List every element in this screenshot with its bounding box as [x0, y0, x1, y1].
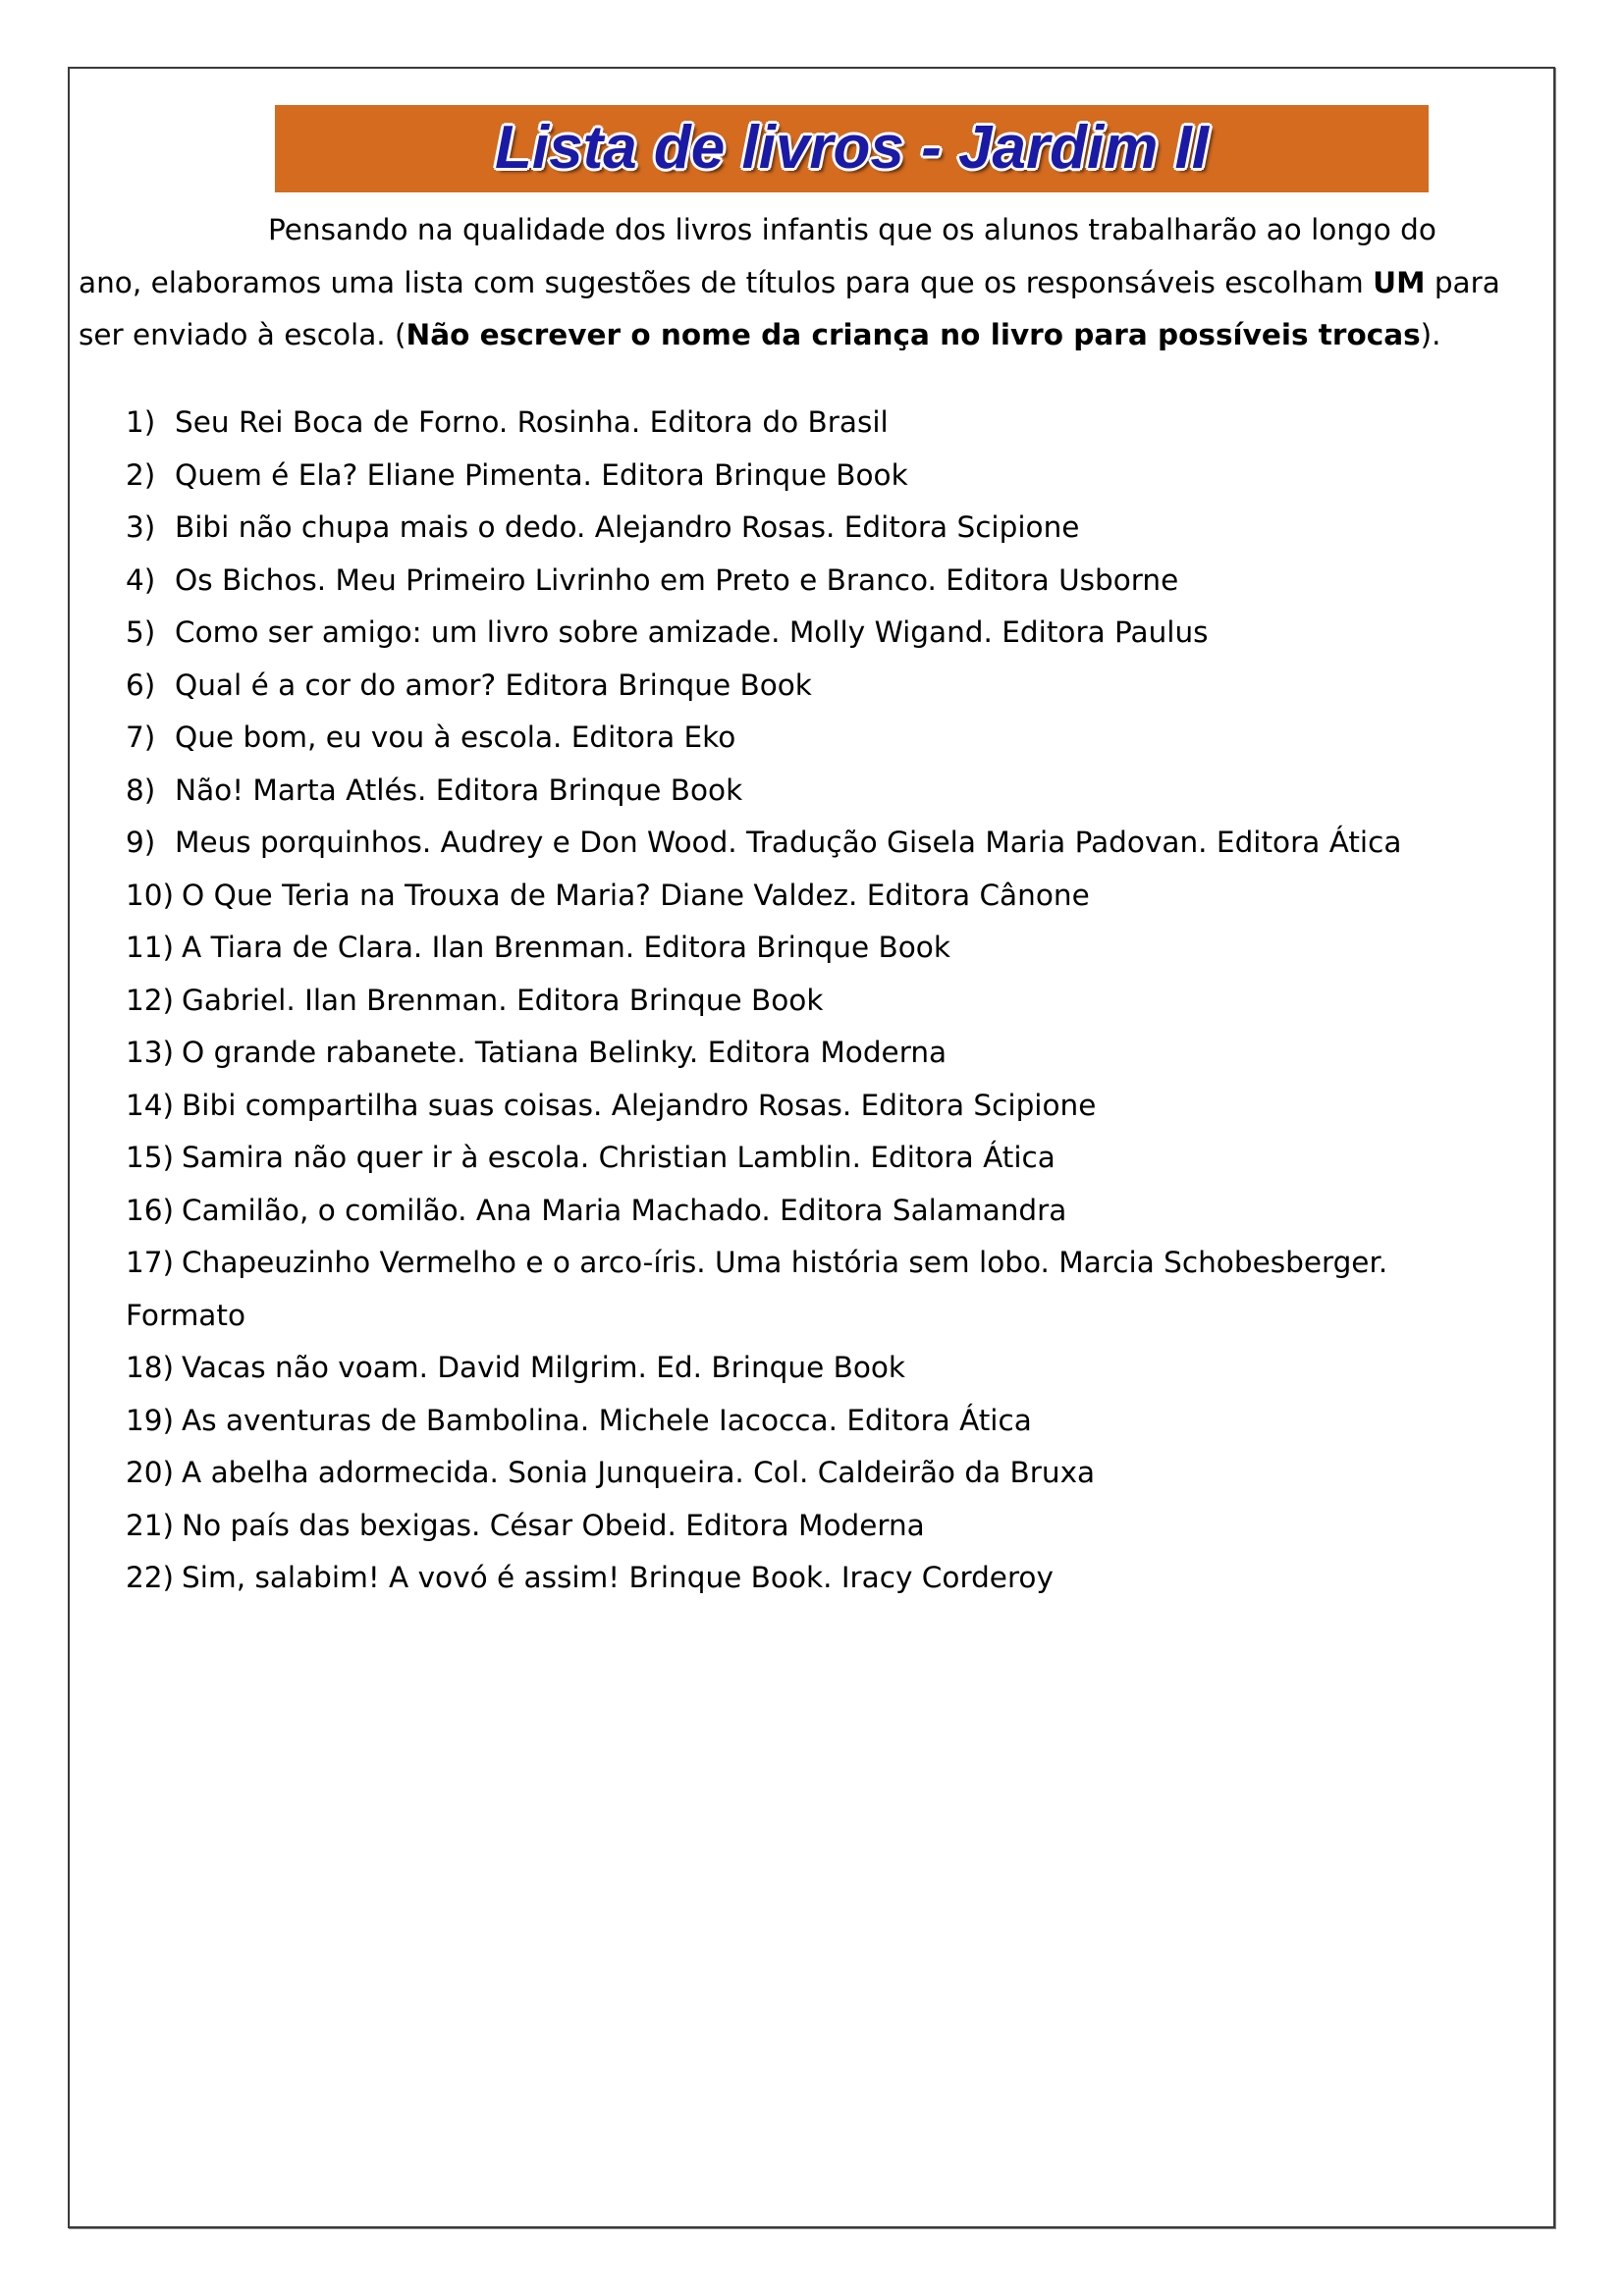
item-number: 5) — [126, 615, 156, 649]
book-entry: Não! Marta Atlés. Editora Brinque Book — [175, 773, 743, 807]
book-list-item — [126, 1552, 1540, 1605]
intro-line-3 — [79, 309, 1542, 362]
book-list-item — [126, 1080, 1540, 1133]
book-entry: Chapeuzinho Vermelho e o arco-íris. Uma história sem lobo. Marcia Schobesberger. — [182, 1246, 1388, 1279]
item-number: 14) — [126, 1088, 175, 1122]
book-entry: Vacas não voam. David Milgrim. Ed. Brinque Book — [182, 1351, 906, 1384]
intro-text: ). — [1420, 318, 1441, 351]
item-number: 21) — [126, 1508, 175, 1542]
book-entry: Bibi compartilha suas coisas. Alejandro Rosas. Editora Scipione — [182, 1088, 1097, 1122]
item-number: 4) — [126, 562, 156, 597]
item-number: 22) — [126, 1561, 175, 1594]
book-list-item — [126, 1027, 1540, 1080]
book-list-item — [126, 922, 1540, 975]
book-list-item — [126, 1342, 1540, 1395]
item-number: 11) — [126, 931, 175, 964]
book-entry: Gabriel. Ilan Brenman. Editora Brinque Book — [182, 983, 824, 1017]
book-list-item — [126, 450, 1540, 503]
item-number: 13) — [126, 1036, 175, 1069]
book-entry: Samira não quer ir à escola. Christian Lamblin. Editora Ática — [182, 1141, 1056, 1174]
book-list-item — [126, 1185, 1540, 1238]
page-title: Lista de livros - Jardim II — [494, 114, 1210, 182]
book-entry: No país das bexigas. César Obeid. Editora Moderna — [182, 1508, 925, 1542]
intro-line-1: Pensando na qualidade dos livros infantis que os alunos trabalharão ao longo do — [268, 213, 1436, 246]
book-list-item — [126, 397, 1540, 450]
intro-text: ano, elaboramos uma lista com sugestões de títulos para que os responsáveis escolham — [79, 265, 1374, 299]
book-entry: Bibi não chupa mais o dedo. Alejandro Rosas. Editora Scipione — [175, 510, 1080, 544]
item-number: 9) — [126, 826, 156, 859]
book-entry: Os Bichos. Meu Primeiro Livrinho em Preto e Branco. Editora Usborne — [175, 562, 1179, 597]
book-entry: A abelha adormecida. Sonia Junqueira. Col. Caldeirão da Bruxa — [182, 1456, 1096, 1489]
book-list-item — [126, 870, 1540, 923]
item-number: 16) — [126, 1193, 175, 1227]
book-entry: Meus porquinhos. Audrey e Don Wood. Tradução Gisela Maria Padovan. Editora Ática — [175, 826, 1402, 859]
item-number: 2) — [126, 457, 156, 492]
item-number: 3) — [126, 510, 156, 544]
book-list-item — [126, 1500, 1540, 1553]
item-number: 19) — [126, 1403, 175, 1437]
item-number: 6) — [126, 667, 156, 702]
book-list-item — [126, 1447, 1540, 1500]
item-number: 18) — [126, 1351, 175, 1384]
book-entry: As aventuras de Bambolina. Michele Iacocca. Editora Ática — [182, 1403, 1032, 1437]
book-list-item — [126, 1237, 1540, 1342]
book-entry: Qual é a cor do amor? Editora Brinque Book — [175, 667, 812, 702]
title-banner — [275, 105, 1429, 192]
intro-warning: Não escrever o nome da criança no livro para possíveis trocas — [406, 318, 1421, 351]
book-list-item — [126, 555, 1540, 608]
item-number: 7) — [126, 721, 156, 754]
book-entry: Que bom, eu vou à escola. Editora Eko — [175, 721, 736, 754]
intro-paragraph — [79, 204, 1542, 362]
item-number: 1) — [126, 405, 156, 439]
book-list-item — [126, 660, 1540, 713]
book-list-item — [126, 765, 1540, 818]
book-entry: O Que Teria na Trouxa de Maria? Diane Valdez. Editora Cânone — [182, 878, 1090, 912]
book-list-item — [126, 817, 1540, 870]
book-entry: O grande rabanete. Tatiana Belinky. Editora Moderna — [182, 1036, 947, 1069]
item-number: 15) — [126, 1141, 175, 1174]
book-list — [126, 397, 1540, 1605]
book-entry: A Tiara de Clara. Ilan Brenman. Editora Brinque Book — [182, 931, 950, 964]
book-entry: Sim, salabim! A vovó é assim! Brinque Book. Iracy Corderoy — [182, 1561, 1054, 1594]
book-list-item — [126, 1132, 1540, 1185]
item-number: 12) — [126, 983, 175, 1017]
intro-line-2 — [79, 257, 1542, 310]
book-entry: Quem é Ela? Eliane Pimenta. Editora Brinque Book — [175, 457, 908, 492]
item-number: 20) — [126, 1456, 175, 1489]
book-list-item — [126, 607, 1540, 660]
book-list-item — [126, 975, 1540, 1028]
book-list-item — [126, 1395, 1540, 1448]
book-entry-continued: Formato — [126, 1298, 246, 1332]
item-number: 17) — [126, 1246, 175, 1279]
item-number: 10) — [126, 878, 175, 912]
item-number: 8) — [126, 773, 156, 807]
intro-text: ser enviado à escola. ( — [79, 318, 406, 351]
book-list-item — [126, 712, 1540, 765]
intro-emphasis: UM — [1373, 265, 1426, 299]
intro-text: para — [1425, 265, 1500, 299]
book-entry: Seu Rei Boca de Forno. Rosinha. Editora do Brasil — [175, 405, 889, 439]
book-entry: Camilão, o comilão. Ana Maria Machado. Editora Salamandra — [182, 1193, 1067, 1227]
book-entry: Como ser amigo: um livro sobre amizade. Molly Wigand. Editora Paulus — [175, 615, 1209, 649]
book-list-item — [126, 502, 1540, 555]
